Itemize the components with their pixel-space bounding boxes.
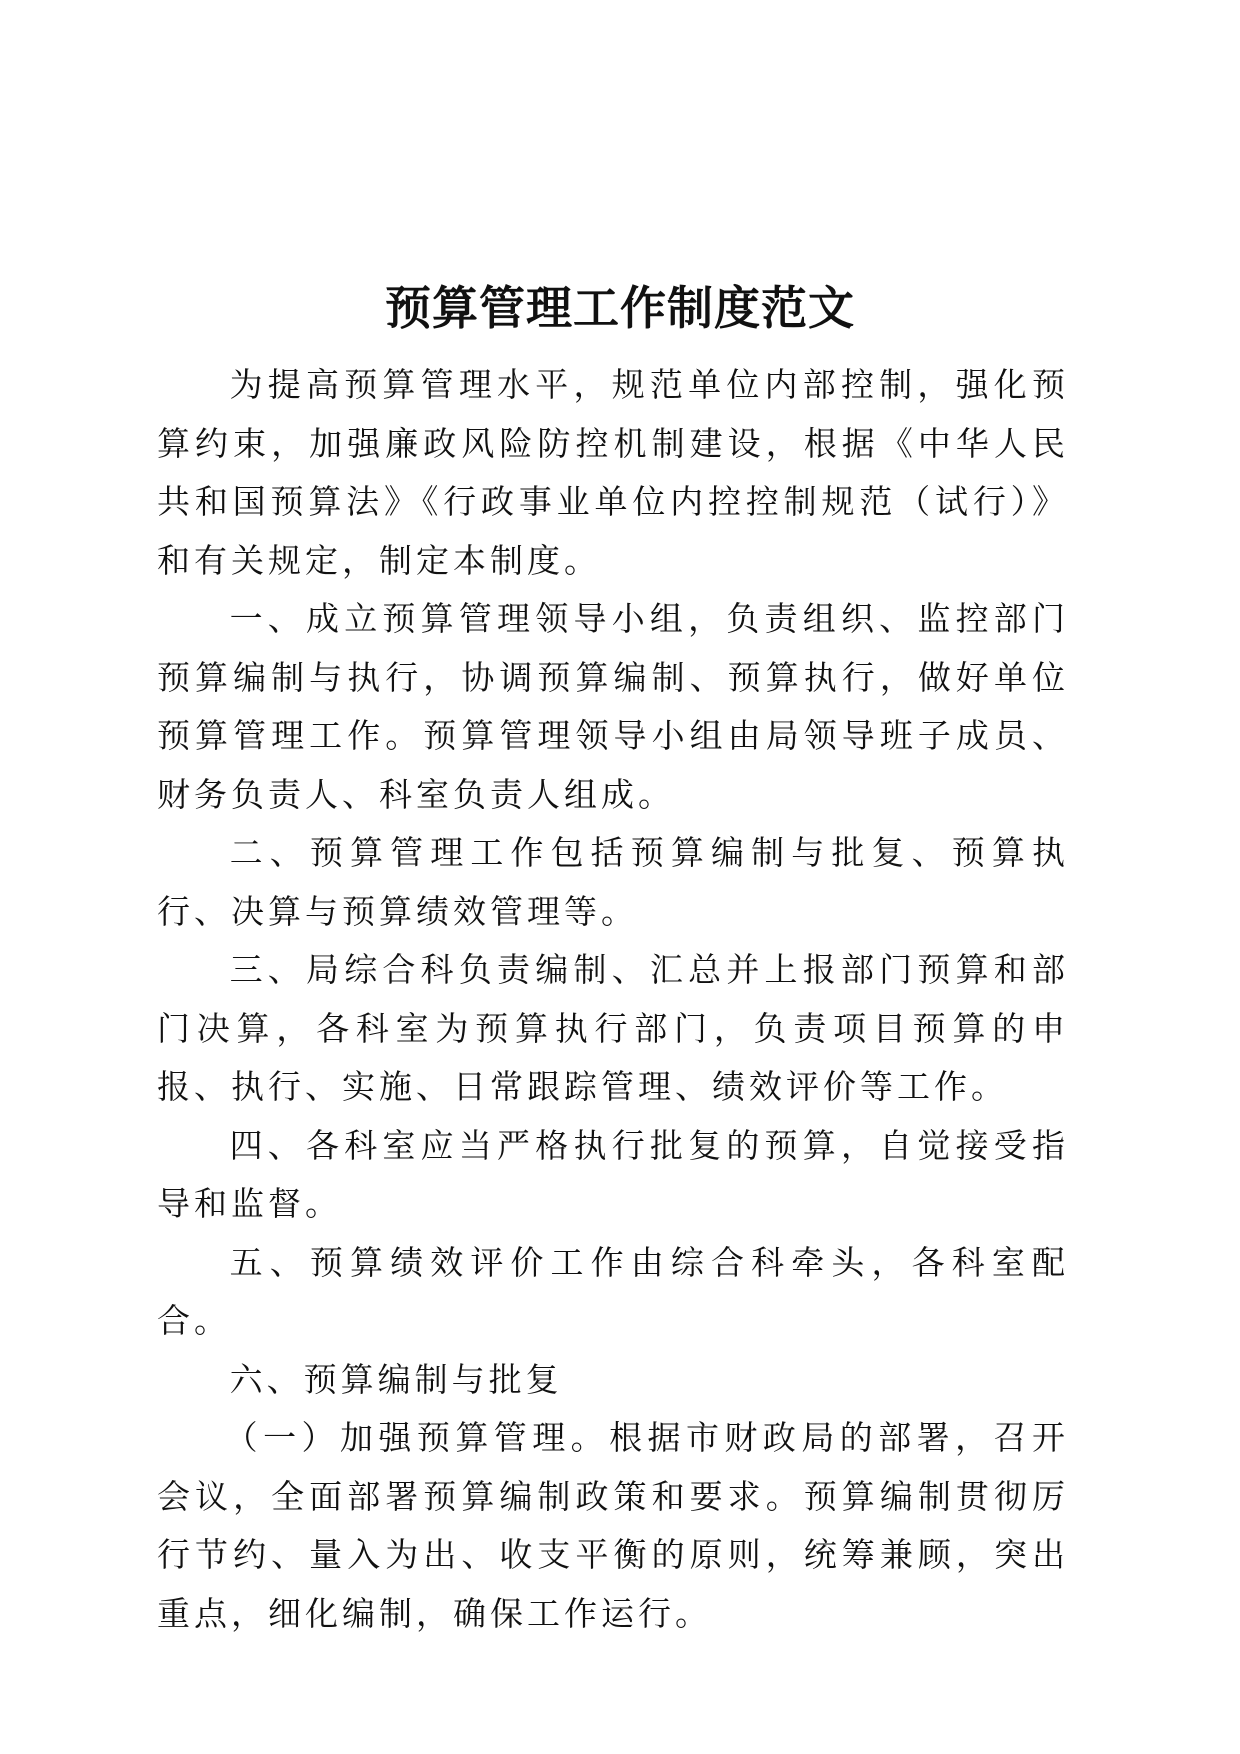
paragraph-item-1: 一、成立预算管理领导小组，负责组织、监控部门预算编制与执行，协调预算编制、预算执行，做好单位预算管理工作。预算管理领导小组由局领导班子成员、财务负责人、科室负责人组成。 bbox=[157, 599, 1069, 814]
paragraph-item-2: 二、预算管理工作包括预算编制与批复、预算执行、决算与预算绩效管理等。 bbox=[157, 833, 1069, 931]
paragraph-item-4: 四、各科室应当严格执行批复的预算，自觉接受指导和监督。 bbox=[157, 1125, 1069, 1223]
paragraph-item-3: 三、局综合科负责编制、汇总并上报部门预算和部门决算，各科室为预算执行部门，负责项目预算的申报、执行、实施、日常跟踪管理、绩效评价等工作。 bbox=[157, 950, 1069, 1106]
document-title: 预算管理工作制度范文 bbox=[385, 281, 855, 335]
document-body bbox=[157, 356, 1069, 1643]
paragraph-item-5: 五、预算绩效评价工作由综合科牵头，各科室配合。 bbox=[157, 1242, 1069, 1340]
paragraph-subitem-1: （一）加强预算管理。根据市财政局的部署，召开会议，全面部署预算编制政策和要求。预算编制贯彻厉行节约、量入为出、收支平衡的原则，统筹兼顾，突出重点，细化编制，确保工作运行。 bbox=[157, 1418, 1069, 1633]
paragraph-intro: 为提高预算管理水平，规范单位内部控制，强化预算约束，加强廉政风险防控机制建设，根据《中华人民共和国预算法》《行政事业单位内控控制规范（试行）》和有关规定，制定本制度。 bbox=[157, 365, 1069, 580]
paragraph-item-6-heading: 六、预算编制与批复 bbox=[229, 1359, 563, 1399]
